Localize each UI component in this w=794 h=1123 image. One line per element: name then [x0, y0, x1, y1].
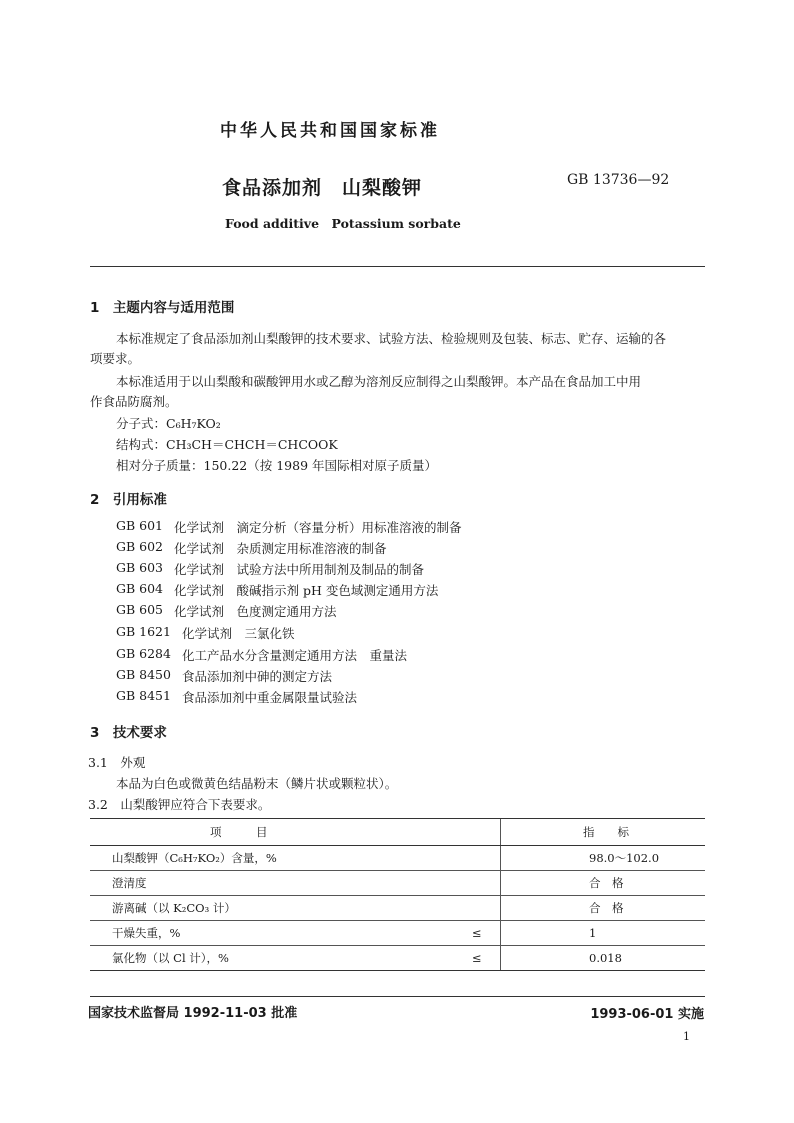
- approval-note: 国家技术监督局 1992-11-03 批准: [88, 1006, 298, 1021]
- ref-code: GB 602: [116, 539, 164, 554]
- section-2-heading: 2 引用标准: [90, 492, 167, 508]
- national-standard-heading: 中华人民共和国国家标准: [220, 121, 440, 141]
- ref-title: 化工产品水分含量测定通用方法 重量法: [182, 648, 408, 663]
- row-operator: ≤: [453, 946, 500, 971]
- row-value: 合 格: [501, 896, 706, 921]
- row-value: 合 格: [501, 871, 706, 896]
- row-item: 游离碱（以 K₂CO₃ 计）: [90, 896, 453, 921]
- document-title-en: Food additive Potassium sorbate: [225, 216, 461, 231]
- row-value: 1: [501, 921, 706, 946]
- ref-title: 食品添加剂中砷的测定方法: [182, 669, 333, 684]
- ref-code: GB 605: [116, 602, 164, 617]
- ref-title: 化学试剂 滴定分析（容量分析）用标准溶液的制备: [174, 520, 462, 535]
- column-header-index: 指 标: [501, 819, 706, 846]
- footer-rule: [90, 996, 705, 997]
- section-1-para-2-line-2: 作食品防腐剂。: [90, 394, 178, 409]
- molecular-formula: 分子式：C₆H₇KO₂: [116, 416, 221, 431]
- standard-code: GB 13736—92: [567, 172, 670, 188]
- relative-molecular-mass: 相对分子质量：150.22（按 1989 年国际相对原子质量）: [116, 458, 437, 473]
- table-row: [90, 896, 705, 921]
- section-1-para-1-line-2: 项要求。: [90, 351, 141, 366]
- ref-code: GB 603: [116, 560, 164, 575]
- ref-code: GB 604: [116, 581, 164, 596]
- ref-code: GB 8450: [116, 667, 171, 682]
- section-3-heading: 3 技术要求: [90, 725, 167, 741]
- section-1-para-1-line-1: 本标准规定了食品添加剂山梨酸钾的技术要求、试验方法、检验规则及包装、标志、贮存、运输的各: [116, 331, 667, 346]
- row-item: 干燥失重，%: [90, 921, 453, 946]
- row-item: 澄清度: [90, 871, 453, 896]
- ref-title: 食品添加剂中重金属限量试验法: [182, 690, 358, 705]
- implementation-date: 1993-06-01 实施: [590, 1007, 704, 1022]
- table-row: [90, 946, 705, 971]
- ref-title: 化学试剂 色度测定通用方法: [174, 604, 337, 619]
- ref-title: 化学试剂 酸碱指示剂 pH 变色域测定通用方法: [174, 583, 439, 598]
- header-rule: [90, 266, 705, 267]
- ref-code: GB 601: [116, 518, 164, 533]
- section-1-para-2-line-1: 本标准适用于以山梨酸和碳酸钾用水或乙醇为溶剂反应制得之山梨酸钾。本产品在食品加工中用: [116, 374, 642, 389]
- row-item: 氯化物（以 Cl 计），%: [90, 946, 453, 971]
- ref-code: GB 6284: [116, 646, 171, 661]
- row-value: 0.018: [501, 946, 706, 971]
- table-header-row: [90, 819, 705, 846]
- table-row: [90, 846, 705, 871]
- ref-title: 化学试剂 杂质测定用标准溶液的制备: [174, 541, 387, 556]
- row-item: 山梨酸钾（C₆H₇KO₂）含量，%: [90, 846, 453, 871]
- structural-formula: 结构式：CH₃CH＝CHCH＝CHCOOK: [116, 437, 338, 452]
- ref-title: 化学试剂 三氯化铁: [182, 626, 295, 641]
- table-row: [90, 871, 705, 896]
- ref-code: GB 8451: [116, 688, 171, 703]
- requirements-table: [90, 818, 705, 971]
- row-operator: [453, 871, 500, 896]
- ref-title: 化学试剂 试验方法中所用制剂及制品的制备: [174, 562, 425, 577]
- table-row: [90, 921, 705, 946]
- section-1-heading: 1 主题内容与适用范围: [90, 300, 235, 316]
- section-3-2-heading: 3.2 山梨酸钾应符合下表要求。: [88, 797, 271, 812]
- section-3-1-text: 本品为白色或微黄色结晶粉末（鳞片状或颗粒状）。: [116, 776, 398, 791]
- row-operator: ≤: [453, 921, 500, 946]
- document-title-cn: 食品添加剂 山梨酸钾: [222, 177, 423, 199]
- row-operator: [453, 846, 500, 871]
- ref-code: GB 1621: [116, 624, 171, 639]
- column-header-item: 项 目: [90, 819, 501, 846]
- page-number: 1: [683, 1030, 690, 1043]
- row-operator: [453, 896, 500, 921]
- row-value: 98.0～102.0: [501, 846, 706, 871]
- section-3-1-heading: 3.1 外观: [88, 755, 146, 770]
